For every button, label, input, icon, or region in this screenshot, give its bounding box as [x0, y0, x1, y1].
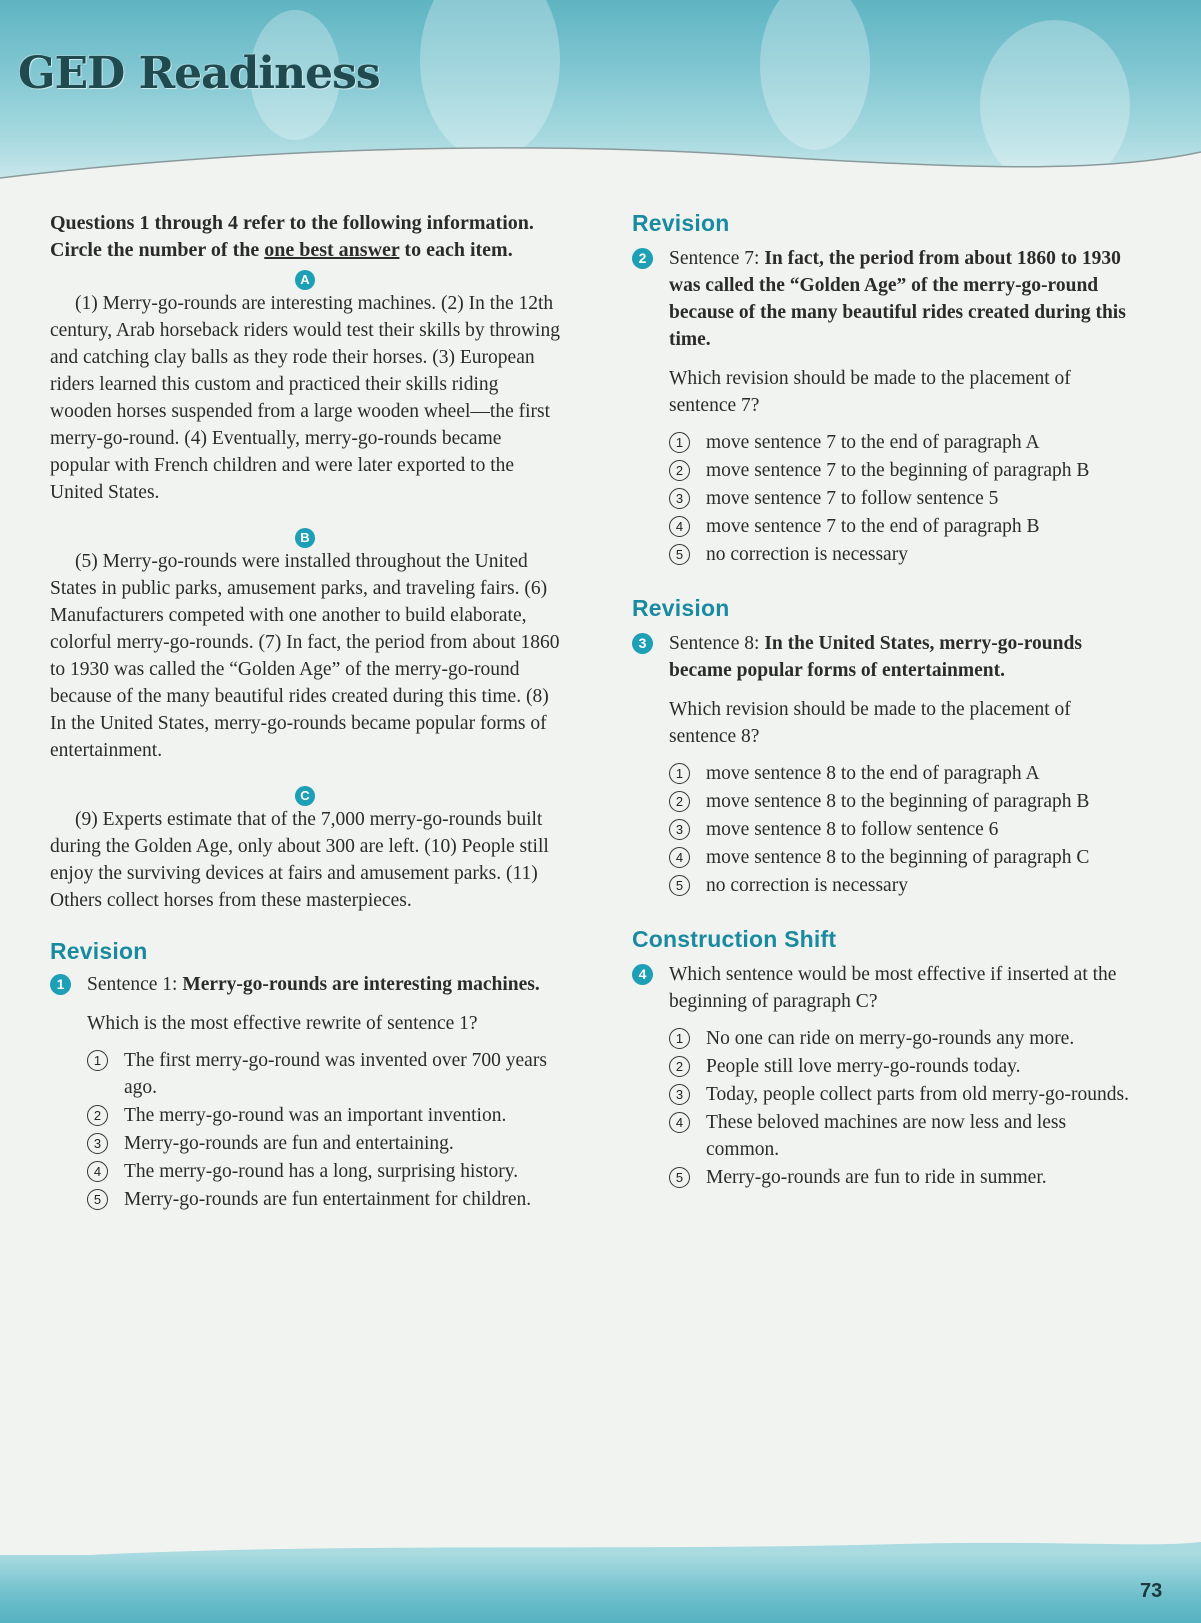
header-wave: [0, 130, 1201, 210]
instructions-text-end: to each item.: [399, 239, 513, 261]
option-number-circle: 2: [87, 1105, 108, 1126]
section-heading-revision: Revision: [632, 210, 730, 236]
answer-option[interactable]: [87, 1158, 560, 1185]
option-number-circle: 5: [669, 1167, 690, 1188]
option-number-circle: 5: [87, 1189, 108, 1210]
instructions: [50, 210, 560, 264]
question-number-badge: 4: [632, 964, 653, 985]
section-heading-revision: Revision: [50, 938, 148, 964]
answer-option[interactable]: [669, 485, 1137, 512]
answer-option[interactable]: [87, 1186, 560, 1213]
option-text: no correction is necessary: [706, 875, 908, 896]
option-text: The first merry-go-round was invented over 700 years ago.: [124, 1050, 547, 1098]
option-number-circle: 4: [669, 847, 690, 868]
answer-option[interactable]: [669, 872, 1137, 899]
right-column: [632, 210, 1137, 1192]
option-text: move sentence 7 to the beginning of paragraph B: [706, 460, 1090, 481]
footer-banner: [0, 1555, 1201, 1623]
answer-option[interactable]: [87, 1102, 560, 1129]
option-number-circle: 3: [669, 1084, 690, 1105]
answer-option[interactable]: [669, 1081, 1137, 1108]
question-number-badge: 3: [632, 633, 653, 654]
option-number-circle: 4: [669, 1112, 690, 1133]
answer-option[interactable]: [669, 541, 1137, 568]
option-text: Today, people collect parts from old merry-go-rounds.: [706, 1084, 1129, 1105]
paragraph-marker-c: C: [295, 786, 315, 806]
question-4: [632, 961, 1137, 1015]
option-text: move sentence 8 to the beginning of paragraph C: [706, 847, 1090, 868]
option-number-circle: 4: [87, 1161, 108, 1182]
instructions-emphasis: one best answer: [264, 239, 400, 261]
option-number-circle: 2: [669, 1056, 690, 1077]
decorative-bubble: [760, 0, 870, 150]
answer-option[interactable]: [669, 760, 1137, 787]
question-prompt: Which revision should be made to the placement of sentence 7?: [669, 368, 1071, 416]
page-title: GED Readiness: [18, 48, 380, 99]
option-number-circle: 2: [669, 791, 690, 812]
option-number-circle: 3: [87, 1133, 108, 1154]
passage-paragraph-b: (5) Merry-go-rounds were installed throughout the United States in public parks, amusement parks, and traveling fairs. (6) Manufacturers competed with one another to build elaborate, colorful merry-go-rounds. (7) In fact, the period from about 1860 to 1930 was called the “Golden Age” of the merry-go-round because of the many beautiful rides created during this time. (8) In the United States, merry-go-rounds became popular forms of entertainment.: [50, 551, 560, 761]
option-text: move sentence 7 to the end of paragraph B: [706, 516, 1040, 537]
answer-option[interactable]: [669, 844, 1137, 871]
question-sentence: In fact, the period from about 1860 to 1930 was called the “Golden Age” of the merry-go-round because of the many beautiful rides created during this time.: [669, 248, 1126, 350]
answer-options: [632, 760, 1137, 899]
passage-paragraph-a: (1) Merry-go-rounds are interesting machines. (2) In the 12th century, Arab horseback riders would test their skills by throwing and catching clay balls as they rode their horses. (3) European riders learned this custom and practiced their skills riding wooden horses suspended from a large wooden wheel—the first merry-go-round. (4) Eventually, merry-go-rounds became popular with French children and were later exported to the United States.: [50, 293, 560, 503]
answer-option[interactable]: [669, 816, 1137, 843]
option-number-circle: 2: [669, 460, 690, 481]
question-3: [632, 630, 1137, 684]
passage-paragraph-c: (9) Experts estimate that of the 7,000 merry-go-rounds built during the Golden Age, only about 300 are left. (10) People still enjoy the surviving devices at fairs and amusement parks. (11) Others collect horses from these masterpieces.: [50, 809, 549, 911]
answer-option[interactable]: [669, 1109, 1137, 1163]
option-text: People still love merry-go-rounds today.: [706, 1056, 1021, 1077]
page-number: 73: [1140, 1580, 1163, 1602]
question-lead: Sentence 8:: [669, 633, 765, 654]
option-number-circle: 3: [669, 819, 690, 840]
option-text: Merry-go-rounds are fun to ride in summer.: [706, 1167, 1047, 1188]
option-text: move sentence 8 to the end of paragraph A: [706, 763, 1040, 784]
option-number-circle: 5: [669, 875, 690, 896]
option-text: Merry-go-rounds are fun entertainment for children.: [124, 1189, 532, 1210]
option-text: no correction is necessary: [706, 544, 908, 565]
option-text: move sentence 8 to the beginning of paragraph B: [706, 791, 1090, 812]
paragraph-marker-b: B: [295, 528, 315, 548]
option-text: The merry-go-round has a long, surprising history.: [124, 1161, 519, 1182]
option-text: These beloved machines are now less and less common.: [706, 1112, 1067, 1160]
option-text: The merry-go-round was an important invention.: [124, 1105, 507, 1126]
question-1: [50, 971, 560, 998]
question-number-badge: 1: [50, 974, 71, 995]
option-number-circle: 1: [669, 763, 690, 784]
answer-option[interactable]: [669, 1053, 1137, 1080]
option-text: move sentence 7 to the end of paragraph A: [706, 432, 1040, 453]
question-sentence: In the United States, merry-go-rounds became popular forms of entertainment.: [669, 633, 1082, 681]
option-number-circle: 3: [669, 488, 690, 509]
answer-option[interactable]: [669, 788, 1137, 815]
question-sentence: Merry-go-rounds are interesting machines.: [182, 974, 540, 995]
question-prompt: Which revision should be made to the placement of sentence 8?: [669, 699, 1071, 747]
answer-option[interactable]: [669, 513, 1137, 540]
option-number-circle: 1: [669, 1028, 690, 1049]
question-lead: Which sentence would be most effective if inserted at the beginning of paragraph C?: [669, 964, 1117, 1012]
option-number-circle: 1: [669, 432, 690, 453]
paragraph-marker-a: A: [295, 270, 315, 290]
question-number-badge: 2: [632, 248, 653, 269]
answer-option[interactable]: [669, 457, 1137, 484]
answer-option[interactable]: [87, 1130, 560, 1157]
question-prompt: Which is the most effective rewrite of sentence 1?: [87, 1013, 478, 1034]
option-text: No one can ride on merry-go-rounds any more.: [706, 1028, 1075, 1049]
section-heading-construction-shift: Construction Shift: [632, 926, 837, 952]
question-lead: Sentence 1:: [87, 974, 183, 995]
option-number-circle: 1: [87, 1050, 108, 1071]
answer-options: [50, 1047, 560, 1213]
question-2: [632, 245, 1137, 353]
answer-options: [632, 429, 1137, 568]
option-text: Merry-go-rounds are fun and entertaining.: [124, 1133, 454, 1154]
option-number-circle: 5: [669, 544, 690, 565]
answer-option[interactable]: [669, 1025, 1137, 1052]
answer-options: [632, 1025, 1137, 1191]
answer-option[interactable]: [87, 1047, 560, 1101]
answer-option[interactable]: [669, 1164, 1137, 1191]
section-heading-revision: Revision: [632, 595, 730, 621]
instructions-text: Questions 1 through 4 refer to the following information. Circle the number of the: [50, 212, 534, 261]
answer-option[interactable]: [669, 429, 1137, 456]
option-text: move sentence 8 to follow sentence 6: [706, 819, 999, 840]
option-number-circle: 4: [669, 516, 690, 537]
question-lead: Sentence 7:: [669, 248, 765, 269]
option-text: move sentence 7 to follow sentence 5: [706, 488, 999, 509]
left-column: [50, 210, 560, 1214]
